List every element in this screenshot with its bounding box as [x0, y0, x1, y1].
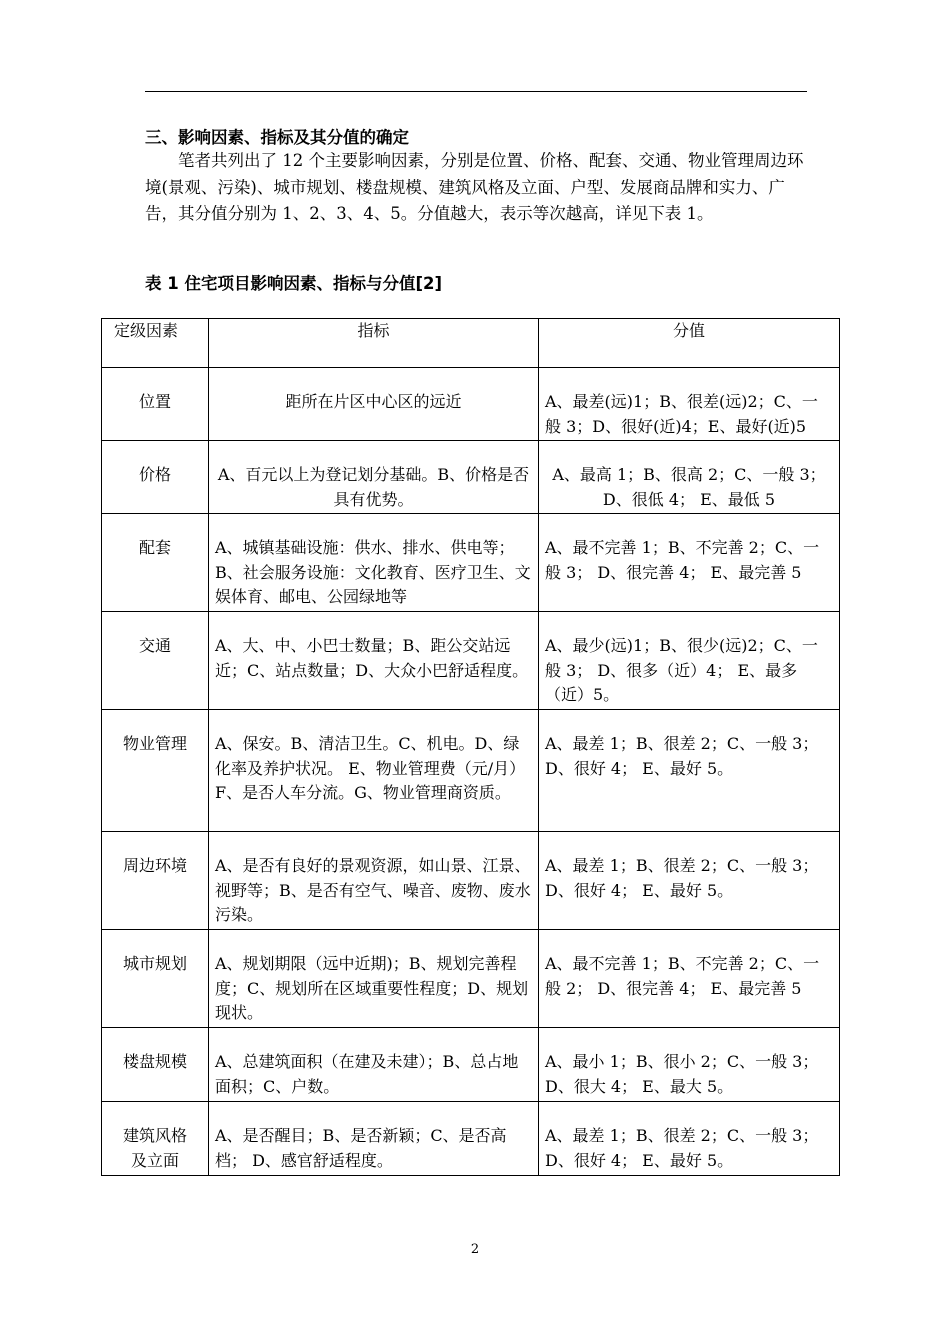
score-cell: A、最小 1；B、很小 2；C、一般 3；D、很大 4； E、最大 5。 — [539, 1028, 840, 1102]
table-row — [102, 930, 840, 1028]
indicator-cell: A、城镇基础设施：供水、排水、供电等；B、社会服务设施：文化教育、医疗卫生、文娱体育、邮电、公园绿地等 — [209, 514, 539, 612]
table-caption: 表 1 住宅项目影响因素、指标与分值[2] — [145, 274, 443, 293]
table-header-row — [102, 319, 840, 368]
table-row — [102, 612, 840, 710]
header-factor: 定级因素 — [102, 319, 209, 368]
score-cell: A、最不完善 1；B、不完善 2；C、一般 3； D、很完善 4； E、最完善 5 — [539, 514, 840, 612]
score-cell: A、最差 1；B、很差 2；C、一般 3；D、很好 4； E、最好 5。 — [539, 710, 840, 832]
page-number: 2 — [470, 1242, 480, 1257]
factors-table — [101, 318, 840, 1176]
table-row — [102, 441, 840, 514]
factor-cell: 交通 — [102, 612, 209, 710]
factor-cell: 周边环境 — [102, 832, 209, 930]
header-score: 分值 — [539, 319, 840, 368]
factor-cell: 配套 — [102, 514, 209, 612]
indicator-cell: A、保安。B、清洁卫生。C、机电。D、绿化率及养护状况。 E、物业管理费（元/月）F、是否人车分流。G、物业管理商资质。 — [209, 710, 539, 832]
table-row — [102, 1028, 840, 1102]
table-row — [102, 710, 840, 832]
section-heading: 三、影响因素、指标及其分值的确定 — [145, 128, 409, 147]
score-cell: A、最少(远)1；B、很少(远)2；C、一般 3； D、很多（近）4； E、最多（近）5。 — [539, 612, 840, 710]
indicator-cell: A、是否醒目；B、是否新颖；C、是否高档； D、感官舒适程度。 — [209, 1102, 539, 1176]
indicator-cell: A、规划期限（远中近期)；B、规划完善程度；C、规划所在区域重要性程度；D、规划现状。 — [209, 930, 539, 1028]
table-row — [102, 368, 840, 441]
intro-paragraph: 笔者共列出了 12 个主要影响因素，分别是位置、价格、配套、交通、物业管理周边环境(景观、污染)、城市规划、楼盘规模、建筑风格及立面、户型、发展商品牌和实力、广告，其分值分别为 1、2、3、4、5。分值越大，表示等次越高，详见下表 1。 — [145, 151, 804, 224]
table-row — [102, 514, 840, 612]
indicator-cell: 距所在片区中心区的远近 — [209, 368, 539, 441]
indicator-cell: A、总建筑面积（在建及未建）；B、总占地面积；C、户数。 — [209, 1028, 539, 1102]
table-row — [102, 1102, 840, 1176]
factor-cell: 城市规划 — [102, 930, 209, 1028]
factor-cell: 位置 — [102, 368, 209, 441]
factor-cell: 楼盘规模 — [102, 1028, 209, 1102]
header-rule — [145, 91, 807, 92]
score-cell: A、最不完善 1；B、不完善 2；C、一般 2； D、很完善 4； E、最完善 5 — [539, 930, 840, 1028]
table-row — [102, 832, 840, 930]
factor-cell: 价格 — [102, 441, 209, 514]
score-cell: A、最差 1；B、很差 2；C、一般 3；D、很好 4； E、最好 5。 — [539, 832, 840, 930]
indicator-cell: A、大、中、小巴士数量；B、距公交站远近；C、站点数量；D、大众小巴舒适程度。 — [209, 612, 539, 710]
score-cell: A、最高 1；B、很高 2；C、一般 3；D、很低 4； E、最低 5 — [539, 441, 840, 514]
factor-cell: 物业管理 — [102, 710, 209, 832]
score-cell: A、最差 1；B、很差 2；C、一般 3；D、很好 4； E、最好 5。 — [539, 1102, 840, 1176]
header-indicator: 指标 — [209, 319, 539, 368]
indicator-cell: A、百元以上为登记划分基础。B、价格是否具有优势。 — [209, 441, 539, 514]
score-cell: A、最差(远)1；B、很差(远)2；C、一般 3；D、很好(近)4；E、最好(近)5 — [539, 368, 840, 441]
indicator-cell: A、是否有良好的景观资源，如山景、江景、视野等；B、是否有空气、噪音、废物、废水污染。 — [209, 832, 539, 930]
factor-cell: 建筑风格及立面 — [102, 1102, 209, 1176]
